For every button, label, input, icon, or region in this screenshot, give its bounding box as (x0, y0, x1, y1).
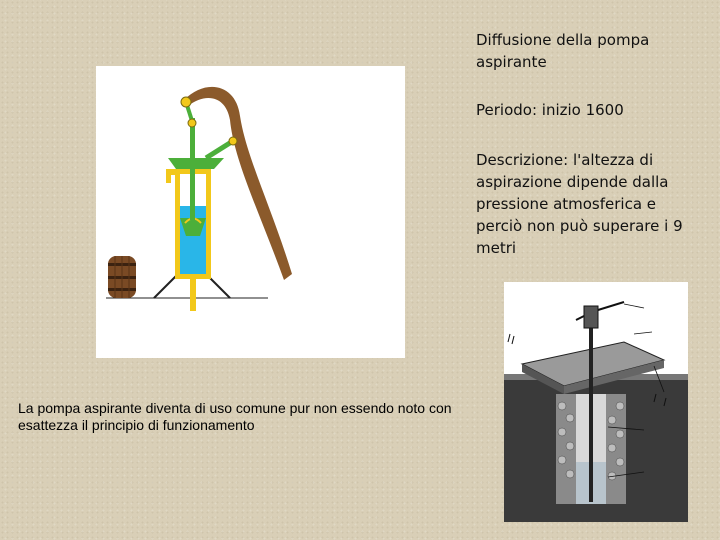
barrel-icon (108, 256, 136, 298)
slide-title: Diffusione della pompa aspirante (476, 31, 650, 71)
description-text: Descrizione: l'altezza di aspirazione dipende dalla pressione atmosferica e perciò non può superare i 9 metri (476, 151, 683, 257)
slide-caption: La pompa aspirante diventa di uso comune pur non essendo noto con esattezza il principio di funzionamento (18, 400, 452, 433)
well-cross-section-illustration (504, 282, 688, 522)
period-text: Periodo: inizio 1600 (476, 101, 624, 119)
hand-pump-illustration (96, 66, 405, 358)
